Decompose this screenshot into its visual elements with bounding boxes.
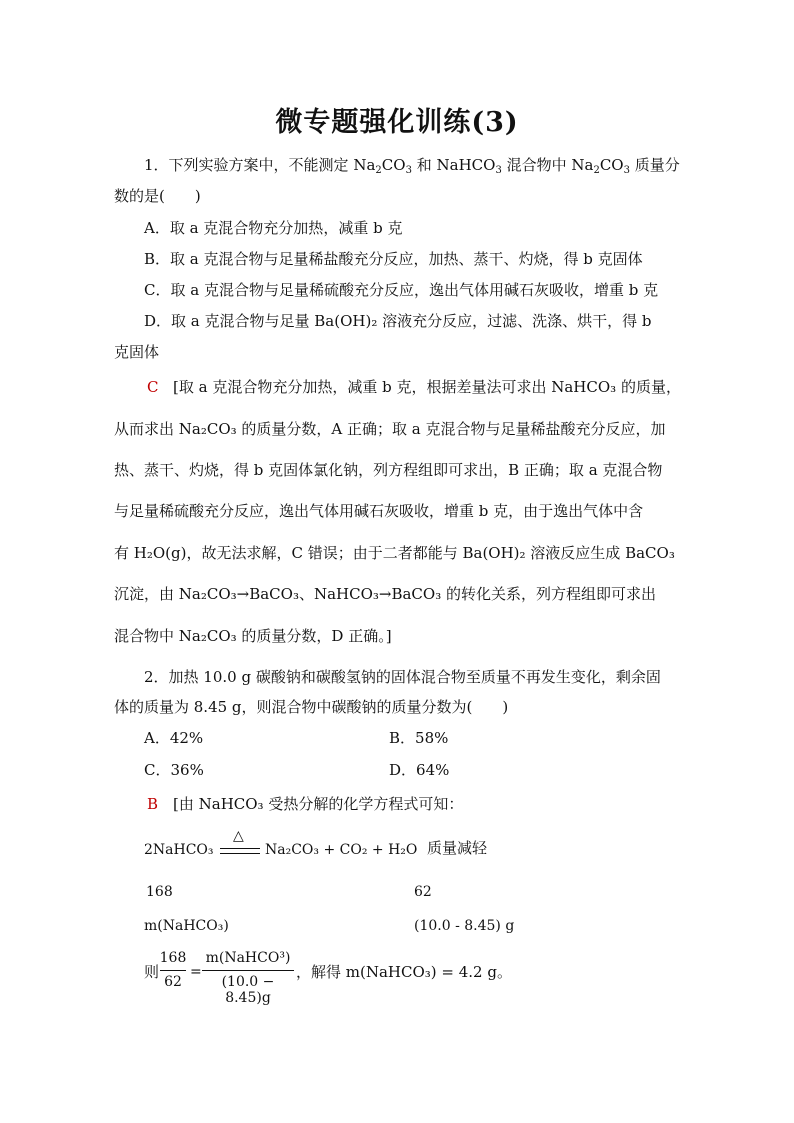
a1-line: 从而求出 Na₂CO₃ 的质量分数，A 正确；取 a 克混合物与足量稀盐酸充分反应，加 [114, 420, 666, 438]
q2-option-d: D．64% [389, 761, 450, 779]
q2-line1: 2．加热 10.0 g 碳酸钠和碳酸氢钠的固体混合物至质量不再发生变化，剩余固 [144, 668, 661, 686]
frac2-bar [202, 970, 294, 971]
a2-answer-letter: B [147, 795, 159, 813]
q1-line1: 1．下列实验方案中，不能测定 $Na_2CO_3$ 和 NaHCO$_3$ 混合物中 $Na_2CO_3$ 质量分 [144, 156, 680, 176]
a1-line: 热、蒸干、灼烧，得 b 克固体氯化钠，列方程组即可求出，B 正确；取 a 克混合物 [114, 461, 663, 479]
a2-mass-diff: (10.0 - 8.45) g [414, 918, 515, 934]
a2-value-168: 168 [146, 884, 173, 900]
heat-symbol: △ [233, 828, 244, 844]
a1-line: 沉淀，由 Na₂CO₃→BaCO₃、NaHCO₃→BaCO₃ 的转化关系，列方程组即可求出 [114, 585, 656, 603]
q1-option-a: A．取 a 克混合物充分加热，减重 b 克 [144, 219, 403, 237]
a2-mass-label: m(NaHCO₃) [144, 918, 229, 934]
q1-option-d: D．取 a 克混合物与足量 Ba(OH)₂ 溶液充分反应，过滤、洗涤、烘干，得 b [144, 312, 652, 330]
a2-result: ，解得 m(NaHCO₃) = 4.2 g。 [296, 963, 512, 981]
frac1-denominator: 62 [164, 974, 182, 990]
a2-equal-sign: = [190, 964, 202, 980]
a2-eq-right: Na₂CO₃ + CO₂ + H₂O [265, 842, 418, 858]
frac1-bar [160, 970, 186, 971]
a1-answer-letter: C [147, 378, 159, 396]
a2-eq-note: 质量减轻 [427, 839, 488, 857]
q1-option-b: B．取 a 克混合物与足量稀盐酸充分反应，加热、蒸干、灼烧，得 b 克固体 [144, 250, 643, 268]
frac1-numerator: 168 [159, 950, 187, 966]
q2-option-a: A．42% [144, 729, 204, 747]
a1-line: 混合物中 Na₂CO₃ 的质量分数，D 正确。] [114, 627, 392, 645]
q1-line2: 数的是( ) [114, 187, 201, 205]
frac2-numerator: m(NaHCO³) [205, 950, 291, 966]
a2-calc-prefix: 则 [144, 963, 160, 981]
q2-option-c: C．36% [144, 761, 204, 779]
a1-line: [取 a 克混合物充分加热，减重 b 克，根据差量法可求出 NaHCO₃ 的质量， [173, 378, 681, 396]
a2-intro: [由 NaHCO₃ 受热分解的化学方程式可知： [173, 795, 464, 813]
q2-line2: 体的质量为 8.45 g，则混合物中碳酸钠的质量分数为( ) [114, 698, 509, 716]
q1-option-c: C．取 a 克混合物与足量稀硫酸充分反应，逸出气体用碱石灰吸收，增重 b 克 [144, 281, 659, 299]
equals-arrow [220, 848, 260, 854]
a1-line: 与足量稀硫酸充分反应，逸出气体用碱石灰吸收，增重 b 克，由于逸出气体中含 [114, 502, 644, 520]
a2-value-62: 62 [414, 884, 432, 900]
q2-option-b: B．58% [389, 729, 449, 747]
page-title: 微专题强化训练(3) [275, 107, 519, 138]
frac2-denominator: (10.0 − 8.45)g [221, 974, 275, 1006]
a2-eq-left: 2NaHCO₃ [144, 842, 214, 858]
a1-line: 有 H₂O(g)，故无法求解，C 错误；由于二者都能与 Ba(OH)₂ 溶液反应生成 BaCO₃ [114, 544, 675, 562]
q1-option-d-cont: 克固体 [114, 343, 160, 361]
